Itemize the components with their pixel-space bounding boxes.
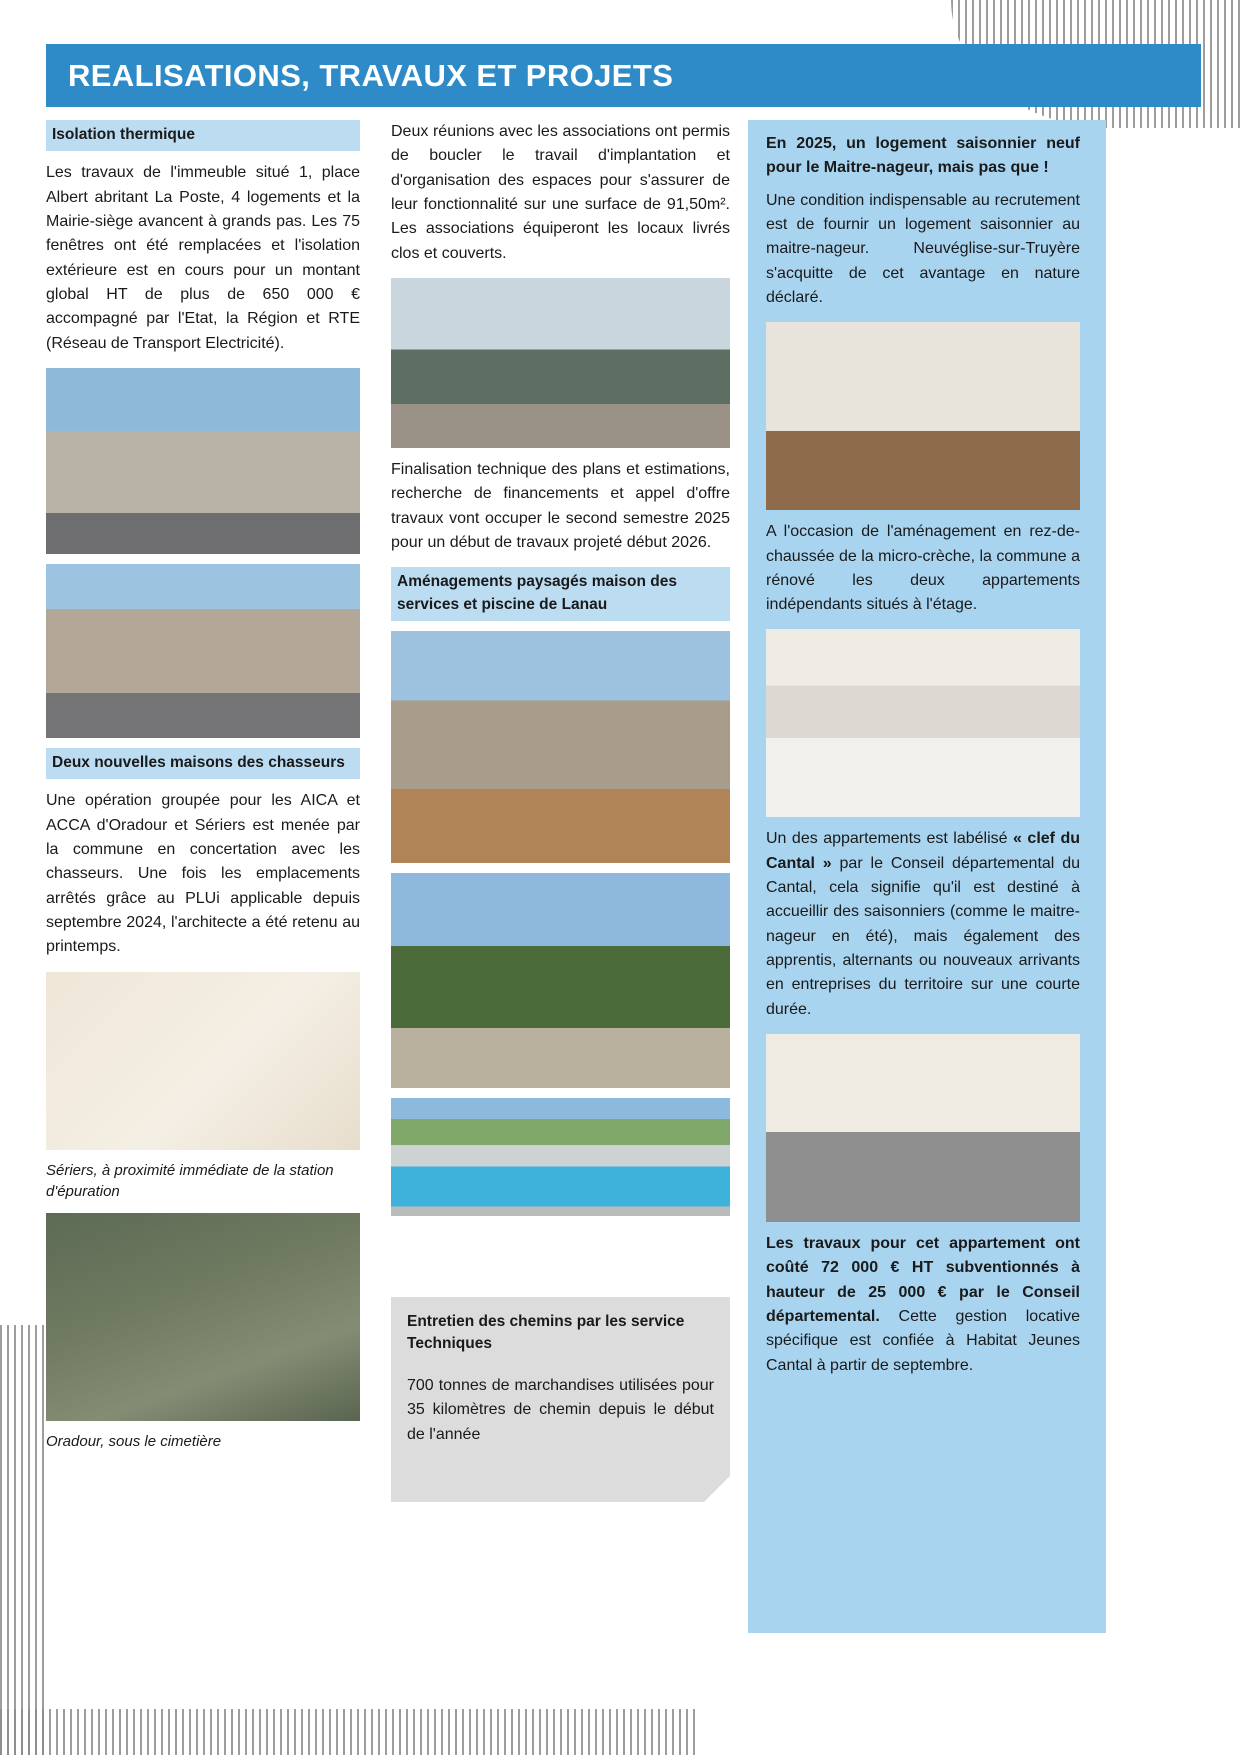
photo-immeuble-echafaudage-1 [46,368,360,554]
photo-plan-cadastral-seriers [46,972,360,1150]
photo-salon-logement [766,322,1080,510]
photo-route-plantations-lanau [391,873,730,1088]
page-title: REALISATIONS, TRAVAUX ET PROJETS [68,57,674,93]
photo-immeuble-echafaudage-2 [46,564,360,738]
text-clef-post: par le Conseil départemental du Cantal, cela signifie qu'il est destiné à accueillir des saisonniers (comme le maitre-nageur en été), mais également des apprentis, alternants ou nouveaux arrivants en entreprises du territoire sur une courte durée. [766,854,1081,1018]
photo-vue-aerienne-oradour [46,1213,360,1421]
decorative-hatch-left [0,1325,46,1755]
heading-isolation-thermique: Isolation thermique [46,120,360,151]
photo-piscine-lanau [391,1098,730,1216]
photo-rendu-3d-batiment [391,278,730,448]
paragraph-maisons-chasseurs: Une opération groupée pour les AICA et ACCA d'Oradour et Sériers est menée par la commune en concertation avec les chasseurs. Une fois les emplacements arrêtés grâce au PLUi applicable depuis septembre 2024, l'architecte a été retenu au printemps. [46,792,360,956]
text-clef-label: « clef du Cantal » [766,830,1081,872]
heading-logement-saisonnier: En 2025, un logement saisonnier neuf pour le Maitre-nageur, mais pas que ! [766,135,1080,177]
page-header-band [46,44,1201,107]
caption-oradour: Oradour, sous le cimetière [46,1433,222,1451]
paragraph-entretien-chemins: 700 tonnes de marchandises utilisées pour 35 kilomètres de chemin depuis le début de l'année [407,1376,714,1443]
heading-maisons-chasseurs: Deux nouvelles maisons des chasseurs [46,748,360,779]
text-clef-pre: Un des appartements est labélisé [766,830,1014,848]
callout-entretien-chemins [391,1297,730,1502]
photo-chambre-appartement [766,1034,1080,1222]
corner-fold-decoration [704,1476,730,1502]
heading-entretien-chemins: Entretien des chemins par les service Techniques [407,1313,685,1353]
photo-chantier-maison-des-services [391,631,730,863]
paragraph-isolation-thermique: Les travaux de l'immeuble situé 1, place Albert abritant La Poste, 4 logements et la Mairie-siège avancent à grands pas. Les 75 fenêtres ont été remplacées et l'isolation extérieure est en cours pour un montant global HT de plus de 650 000 € accompagné par l'Etat, la Région et RTE (Réseau de Transport Electricité). [46,164,360,352]
paragraph-micro-creche: A l'occasion de l'aménagement en rez-de-chaussée de la micro-crèche, la commune a rénové les deux appartements indépendants situés à l'étage. [766,523,1080,614]
text-cout-bold: Les travaux pour cet appartement ont coûté 72 000 € HT subventionnés à hauteur de 25 000 € par le Conseil départemental. [766,1234,1080,1325]
text-cout-rest: Cette gestion locative spécifique est confiée à Habitat Jeunes Cantal à partir de septembre. [766,1307,1080,1374]
photo-cuisine-appartement [766,629,1080,817]
left-column [46,120,360,1463]
heading-amenagements-paysages: Aménagements paysagés maison des services et piscine de Lanau [391,567,730,621]
middle-column [391,120,730,1226]
paragraph-cout-travaux [766,1232,1080,1378]
paragraph-finalisation-technique: Finalisation technique des plans et estimations, recherche de financements et appel d'offre travaux vont occuper le second semestre 2025 pour un début de travaux projeté début 2026. [391,460,730,551]
paragraph-clef-du-cantal [766,827,1080,1022]
right-column [748,120,1096,1390]
paragraph-condition-recrutement: Une condition indispensable au recrutement est de fournir un logement saisonnier au maitre-nageur. Neuvéglise-sur-Truyère s'acquitte de cet avantage en nature déclaré. [766,191,1080,306]
caption-seriers: Sériers, à proximité immédiate de la station d'épuration [46,1161,334,1201]
paragraph-reunions-associations: Deux réunions avec les associations ont permis de boucler le travail d'implantation et d'organisation des espaces pour s'assurer de leur fonctionnalité sur une surface de 91,50m². Les associations équiperont les locaux livrés clos et couverts. [391,123,730,262]
decorative-hatch-bottom [0,1709,700,1755]
